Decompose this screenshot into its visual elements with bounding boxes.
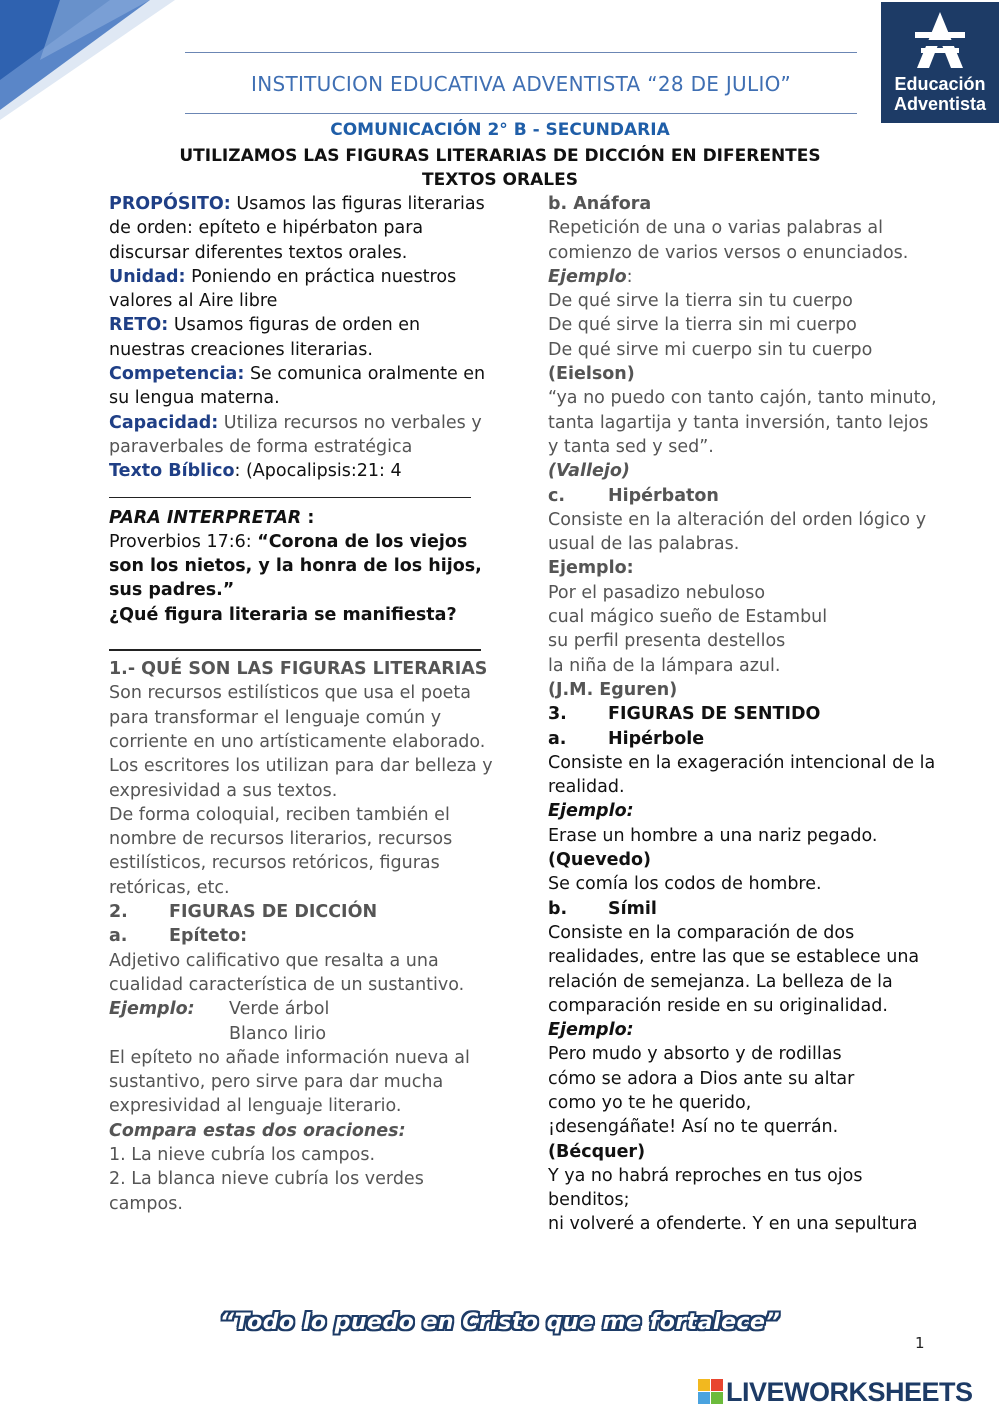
anafora-example-word: Ejemplo bbox=[548, 266, 627, 287]
hiperbaton-example-label: Ejemplo: bbox=[548, 558, 634, 579]
header-rule-top bbox=[185, 52, 857, 53]
anafora-verse-1: De qué sirve la tierra sin tu cuerpo bbox=[548, 291, 853, 312]
section-2-number: 2. bbox=[109, 902, 128, 923]
hiperbole-verse-2: Se comía los codos de hombre. bbox=[548, 874, 822, 895]
section-1-paragraph-1: Son recursos estilísticos que usa el poeta para transformar el lenguaje común y corriente en uno artísticamente elaborado. Los escritores los utilizan para dar belleza y expresividad a sus textos. bbox=[109, 683, 493, 801]
anafora-example-colon: : bbox=[626, 266, 633, 287]
proposito-text: Usamos las figuras literarias de orden: epíteto e hipérbaton para discursar diferentes textos orales. bbox=[109, 194, 485, 263]
simil-author: (Bécquer) bbox=[548, 1141, 646, 1162]
section-3-number: 3. bbox=[548, 704, 567, 725]
para-interpretar bbox=[109, 506, 501, 530]
proverbios-quote: “Corona de los viejos son los nietos, y la honra de los hijos, sus padres.” bbox=[109, 531, 482, 601]
hiperbaton-verse-2: cual mágico sueño de Estambul bbox=[548, 607, 828, 628]
proposito-label: PROPÓSITO: bbox=[109, 194, 231, 214]
liveworksheets-icon bbox=[698, 1379, 724, 1405]
anafora-quote-2: tanta lagartija y tanta inversión, tanto lejos y tanta sed y sed”. bbox=[548, 412, 929, 457]
simil-verse-6: ni volveré a ofenderte. Y en una sepultura bbox=[548, 1214, 918, 1235]
capacidad bbox=[109, 411, 501, 460]
para-interpretar-colon: : bbox=[301, 507, 315, 528]
reto-label: RETO: bbox=[109, 315, 169, 336]
anafora-title: b. Anáfora bbox=[548, 194, 652, 214]
texto-biblico-text: : (Apocalipsis:21: 4 bbox=[234, 461, 402, 482]
simil-verse-1: Pero mudo y absorto y de rodillas bbox=[548, 1044, 842, 1065]
hiperbole-title-text: Hipérbole bbox=[608, 728, 705, 749]
anafora-example-label bbox=[548, 265, 938, 289]
reto bbox=[109, 313, 501, 362]
simil-verse-2: cómo se adora a Dios ante su altar bbox=[548, 1068, 855, 1089]
unidad bbox=[109, 265, 501, 314]
unidad-label: Unidad: bbox=[109, 266, 186, 287]
sentence-2: 2. La blanca nieve cubría los verdes campos. bbox=[109, 1169, 424, 1214]
simil-title-text: Símil bbox=[608, 898, 657, 919]
hiperbole-author: (Quevedo) bbox=[548, 850, 652, 871]
hiperbole-letter: a. bbox=[548, 728, 567, 749]
simil-definition: Consiste en la comparación de dos realidades, entre las que se establece una relación de semejanza. La belleza de la comparación reside en su originalidad. bbox=[548, 922, 920, 1016]
proposito bbox=[109, 192, 501, 265]
subject-heading: COMUNICACIÓN 2° B - SECUNDARIA bbox=[330, 120, 670, 140]
capacidad-text: Utiliza recursos no verbales y paraverbales de forma estratégica bbox=[109, 412, 482, 457]
epiteto-example bbox=[109, 997, 501, 1021]
epiteto-example-2: Blanco lirio bbox=[229, 1023, 327, 1044]
capacidad-label: Capacidad: bbox=[109, 412, 219, 433]
hiperbaton-letter: c. bbox=[548, 485, 566, 506]
hiperbole-verse-1: Erase un hombre a una nariz pegado. bbox=[548, 825, 878, 846]
section-1-paragraph-2: De forma coloquial, reciben también el nombre de recursos literarios, recursos estilísticos, recursos retóricos, figuras retóricas, etc. bbox=[109, 804, 453, 898]
section-3-title bbox=[548, 702, 938, 726]
hiperbaton-verse-4: la niña de la lámpara azul. bbox=[548, 655, 781, 676]
sentence-1: 1. La nieve cubría los campos. bbox=[109, 1144, 376, 1165]
simil-letter: b. bbox=[548, 898, 568, 919]
page-title-line-2: TEXTOS ORALES bbox=[422, 170, 578, 190]
liveworksheets-brand[interactable] bbox=[698, 1377, 973, 1407]
liveworksheets-text: LIVEWORKSHEETS bbox=[726, 1376, 973, 1407]
anafora-verse-3: De qué sirve mi cuerpo sin tu cuerpo bbox=[548, 339, 873, 360]
simil-verse-3: como yo te he querido, bbox=[548, 1092, 752, 1113]
page-title-line-1: UTILIZAMOS LAS FIGURAS LITERARIAS DE DICCIÓN EN DIFERENTES bbox=[179, 146, 821, 166]
logo-line-2: Adventista bbox=[893, 94, 987, 114]
epiteto-example-label: Ejemplo: bbox=[109, 999, 195, 1020]
epiteto-paragraph-2: El epíteto no añade información nueva al sustantivo, pero sirve para dar mucha expresividad al lenguaje literario. bbox=[109, 1047, 470, 1117]
adventist-flame-icon bbox=[913, 10, 967, 70]
section-1-title: 1.- QUÉ SON LAS FIGURAS LITERARIAS bbox=[109, 659, 488, 680]
proverbios bbox=[109, 530, 501, 603]
proverbios-ref: Proverbios 17:6: bbox=[109, 531, 258, 552]
anafora-author-1: (Eielson) bbox=[548, 364, 635, 385]
epiteto-title bbox=[109, 924, 501, 948]
epiteto-title-text: Epíteto: bbox=[169, 926, 248, 947]
section-2-title bbox=[109, 900, 501, 924]
header-rule-bottom bbox=[185, 113, 857, 114]
reto-text: Usamos figuras de orden en nuestras creaciones literarias. bbox=[109, 315, 421, 360]
anafora-verse-2: De qué sirve la tierra sin mi cuerpo bbox=[548, 315, 857, 336]
page-number: 1 bbox=[915, 1334, 925, 1352]
para-interpretar-label: PARA INTERPRETAR bbox=[109, 507, 302, 528]
simil-verse-4: ¡desengáñate! Así no te querrán. bbox=[548, 1117, 839, 1138]
competencia-label: Competencia: bbox=[109, 364, 245, 385]
simil-title bbox=[548, 897, 938, 921]
anafora-quote-1: “ya no puedo con tanto cajón, tanto minuto, bbox=[548, 388, 937, 409]
answer-line bbox=[109, 627, 481, 651]
simil-verse-5: Y ya no habrá reproches en tus ojos benditos; bbox=[548, 1165, 863, 1211]
right-column bbox=[548, 192, 938, 1237]
institution-name: INSTITUCION EDUCATIVA ADVENTISTA “28 DE JULIO” bbox=[251, 72, 791, 96]
section-2-title-text: FIGURAS DE DICCIÓN bbox=[169, 902, 378, 923]
competencia-text: Se comunica oralmente en su lengua materna. bbox=[109, 364, 486, 409]
competencia bbox=[109, 362, 501, 411]
texto-biblico bbox=[109, 459, 501, 483]
hiperbaton-verse-1: Por el pasadizo nebuloso bbox=[548, 582, 766, 603]
hiperbaton-verse-3: su perfil presenta destellos bbox=[548, 631, 786, 652]
logo-text bbox=[881, 74, 999, 114]
section-3-title-text: FIGURAS DE SENTIDO bbox=[608, 704, 821, 725]
question: ¿Qué figura literaria se manifiesta? bbox=[109, 604, 457, 625]
left-column bbox=[109, 192, 501, 1216]
simil-example-label: Ejemplo: bbox=[548, 1020, 634, 1041]
logo-line-1: Educación bbox=[894, 74, 986, 94]
hiperbole-title bbox=[548, 727, 938, 751]
hiperbole-definition: Consiste en la exageración intencional de la realidad. bbox=[548, 752, 936, 798]
texto-biblico-label: Texto Bíblico bbox=[109, 461, 235, 482]
anafora-author-2: (Vallejo) bbox=[548, 461, 630, 482]
hiperbaton-definition: Consiste en la alteración del orden lógico y usual de las palabras. bbox=[548, 509, 927, 555]
epiteto-example-1: Verde árbol bbox=[229, 999, 330, 1020]
corner-decoration bbox=[0, 0, 175, 120]
hiperbaton-title bbox=[548, 484, 938, 508]
hiperbaton-author: (J.M. Eguren) bbox=[548, 679, 678, 700]
divider-line bbox=[109, 484, 471, 498]
compare-heading: Compara estas dos oraciones: bbox=[109, 1120, 406, 1141]
anafora-definition: Repetición de una o varias palabras al comienzo de varios versos o enunciados. bbox=[548, 218, 909, 263]
motto: “Todo lo puedo en Cristo que me fortalece” bbox=[219, 1310, 781, 1335]
hiperbole-example-label: Ejemplo: bbox=[548, 801, 634, 822]
unidad-text: Poniendo en práctica nuestros valores al Aire libre bbox=[109, 266, 457, 312]
hiperbaton-title-text: Hipérbaton bbox=[608, 485, 719, 506]
educacion-adventista-logo bbox=[881, 2, 999, 123]
epiteto-definition: Adjetivo calificativo que resalta a una cualidad característica de un sustantivo. bbox=[109, 950, 465, 995]
epiteto-letter: a. bbox=[109, 926, 128, 947]
